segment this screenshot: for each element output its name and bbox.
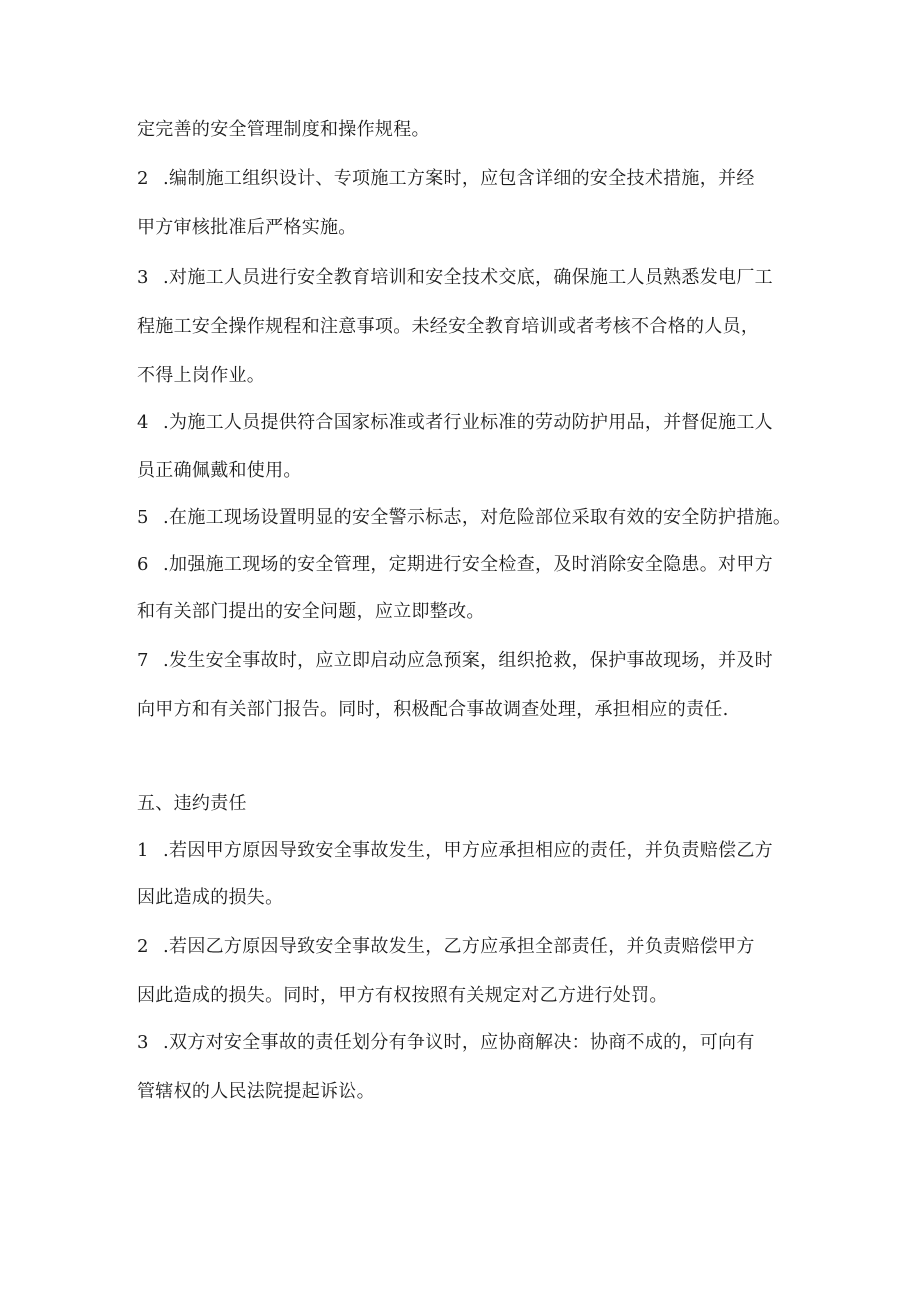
- list-item-text: .对施工人员进行安全教育培训和安全技术交底，确保施工人员熟悉发电厂工: [163, 267, 773, 288]
- list-item-number: 3: [137, 267, 149, 288]
- list-item-number: 2: [137, 168, 149, 189]
- list-item-1: [137, 839, 773, 863]
- list-item-3-line2: 程施工安全操作规程和注意事项。未经安全教育培训或者考核不合格的人员，: [137, 316, 760, 337]
- list-item-text: .在施工现场设置明显的安全警示标志，对危险部位采取有效的安全防护措施。: [163, 507, 792, 528]
- list-item-text: .若因甲方原因导致安全事故发生，甲方应承担相应的责任，并负责赔偿乙方: [163, 840, 773, 861]
- list-item-3: [137, 266, 773, 290]
- list-item-4: [137, 411, 773, 435]
- list-item-number: 4: [137, 412, 149, 433]
- list-item-text: .编制施工组织设计、专项施工方案时，应包含详细的安全技术措施，并经: [163, 168, 755, 189]
- list-item-4-line2: 员正确佩戴和使用。: [137, 460, 302, 481]
- list-item-text: .发生安全事故时，应立即启动应急预案，组织抢救，保护事故现场，并及时: [163, 650, 773, 671]
- list-item-3-line2: 管辖权的人民法院提起诉讼。: [137, 1081, 375, 1102]
- list-item-number: 6: [137, 554, 149, 575]
- list-item-number: 5: [137, 507, 149, 528]
- list-item-5: [137, 506, 791, 530]
- section-heading: 五、违约责任: [137, 793, 247, 814]
- list-item-number: 3: [137, 1032, 149, 1053]
- list-item-text: .为施工人员提供符合国家标准或者行业标准的劳动防护用品，并督促施工人: [163, 412, 773, 433]
- list-item-1-line2: 因此造成的损失。: [137, 887, 284, 908]
- list-item-text: .加强施工现场的安全管理，定期进行安全检查，及时消除安全隐患。对甲方: [163, 554, 773, 575]
- list-item-number: 7: [137, 650, 149, 671]
- list-item-3-line3: 不得上岗作业。: [137, 365, 266, 386]
- list-item-2-line2: 因此造成的损失。同时，甲方有权按照有关规定对乙方进行处罚。: [137, 985, 668, 1006]
- list-item-text: .双方对安全事故的责任划分有争议时，应协商解决：协商不成的，可向有: [163, 1032, 755, 1053]
- list-item-7-line2: 向甲方和有关部门报告。同时，积极配合事故调查处理，承担相应的责任.: [137, 699, 729, 720]
- list-item-number: 1: [137, 840, 149, 861]
- list-item-number: 2: [137, 936, 149, 957]
- list-item-6-line2: 和有关部门提出的安全问题，应立即整改。: [137, 601, 485, 622]
- list-item-7: [137, 649, 773, 673]
- list-item-2-line2: 甲方审核批准后严格实施。: [137, 217, 357, 238]
- paragraph-continuation: 定完善的安全管理制度和操作规程。: [137, 119, 430, 140]
- list-item-2: [137, 935, 755, 959]
- list-item-6: [137, 553, 773, 577]
- list-item-text: .若因乙方原因导致安全事故发生，乙方应承担全部责任，并负责赔偿甲方: [163, 936, 755, 957]
- list-item-3: [137, 1031, 755, 1055]
- list-item-2: [137, 167, 755, 191]
